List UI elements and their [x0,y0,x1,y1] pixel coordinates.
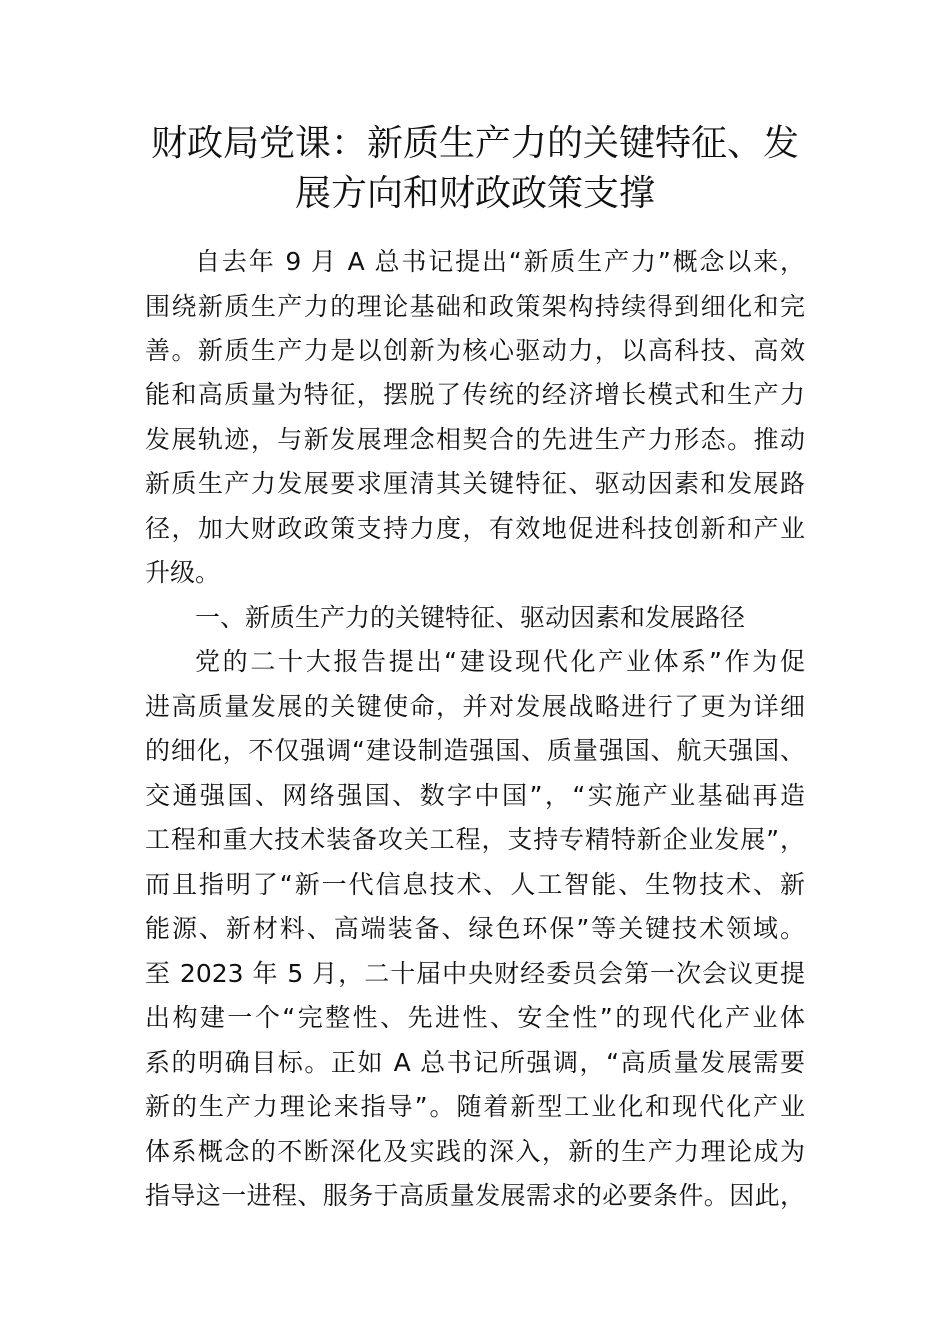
paragraph-1-line-3: 善。新质生产力是以创新为核心驱动力，以高科技、高效 [145,336,805,365]
paragraph-2-line-5: 工程和重大技术装备攻关工程，支持专精特新企业发展”， [145,825,805,854]
paragraph-1-line-2: 围绕新质生产力的理论基础和政策架构持续得到细化和完 [145,292,805,321]
paragraph-2-line-11: 新的生产力理论来指导”。随着新型工业化和现代化产业 [145,1092,805,1121]
paragraph-2-line-1: 党的二十大报告提出“建设现代化产业体系”作为促 [195,647,805,676]
paragraph-1-line-5: 发展轨迹，与新发展理念相契合的先进生产力形态。推动 [145,425,805,454]
paragraph-1-line-4: 能和高质量为特征，摆脱了传统的经济增长模式和生产力 [145,380,805,409]
paragraph-1-line-7: 径，加大财政政策支持力度，有效地促进科技创新和产业 [145,514,805,543]
paragraph-2-line-2: 进高质量发展的关键使命，并对发展战略进行了更为详细 [145,692,805,721]
document-title-line-2: 展方向和财政政策支撑 [294,173,655,214]
paragraph-1-line-8: 升级。 [145,558,221,587]
paragraph-2-line-13: 指导这一进程、服务于高质量发展需求的必要条件。因此， [145,1181,805,1210]
paragraph-2-line-9: 出构建一个“完整性、先进性、安全性”的现代化产业体 [145,1003,805,1032]
paragraph-2-line-12: 体系概念的不断深化及实践的深入，新的生产力理论成为 [145,1137,805,1166]
document-title-line-1: 财政局党课：新质生产力的关键特征、发 [150,123,799,164]
paragraph-2-line-4: 交通强国、网络强国、数字中国”，“实施产业基础再造 [145,781,805,810]
section-heading: 一、新质生产力的关键特征、驱动因素和发展路径 [195,603,746,632]
paragraph-1-line-1: 自去年 9 月 A 总书记提出“新质生产力”概念以来， [195,247,805,276]
paragraph-1-line-6: 新质生产力发展要求厘清其关键特征、驱动因素和发展路 [145,469,805,498]
paragraph-2-line-7: 能源、新材料、高端装备、绿色环保”等关键技术领域。 [145,914,805,943]
paragraph-2-line-10: 系的明确目标。正如 A 总书记所强调，“高质量发展需要 [145,1048,805,1077]
paragraph-2-line-8: 至 2023 年 5 月，二十届中央财经委员会第一次会议更提 [145,959,805,988]
paragraph-2-line-6: 而且指明了“新一代信息技术、人工智能、生物技术、新 [145,870,805,899]
paragraph-2-line-3: 的细化，不仅强调“建设制造强国、质量强国、航天强国、 [145,736,805,765]
